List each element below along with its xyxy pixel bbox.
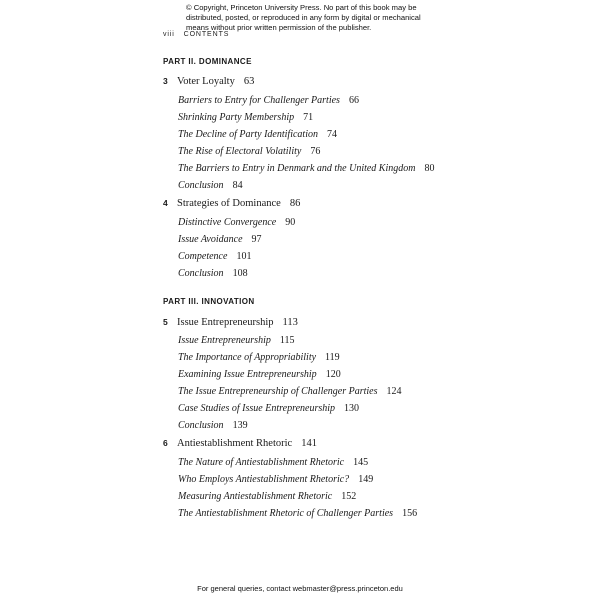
chapter-number: 5 <box>163 317 168 327</box>
page-ref: 141 <box>301 438 317 449</box>
toc-section[interactable] <box>178 217 295 228</box>
toc-section[interactable] <box>178 352 340 363</box>
toc-section[interactable] <box>178 146 320 157</box>
section-title: Examining Issue Entrepreneurship <box>178 369 317 380</box>
copyright-line: distributed, posted, or reproduced in any form by digital or mechanical <box>186 13 421 22</box>
toc-section[interactable] <box>178 234 262 245</box>
section-title: Who Employs Antiestablishment Rhetoric? <box>178 474 350 485</box>
copyright-line: means without prior written permission of the publisher. <box>186 23 372 32</box>
chapter-number: 4 <box>163 198 168 208</box>
section-title: The Antiestablishment Rhetoric of Challenger Parties <box>178 508 394 519</box>
section-title: The Decline of Party Identification <box>178 129 318 140</box>
section-title: Conclusion <box>178 180 224 191</box>
toc-section[interactable] <box>178 491 356 502</box>
section-title: The Barriers to Entry in Denmark and the United Kingdom <box>178 163 416 174</box>
page-ref: 149 <box>358 474 374 485</box>
toc-section[interactable] <box>178 386 402 397</box>
toc-section[interactable] <box>178 457 368 468</box>
section-title: Conclusion <box>178 420 224 431</box>
toc-section[interactable] <box>178 403 359 414</box>
page-ref: 74 <box>326 129 337 140</box>
page-ref: 119 <box>325 352 340 363</box>
toc-section[interactable] <box>178 268 248 279</box>
toc-section[interactable] <box>178 163 434 174</box>
toc-chapter[interactable] <box>163 198 300 209</box>
toc-section[interactable] <box>178 474 373 485</box>
copyright-line: © Copyright, Princeton University Press. No part of this book may be <box>186 3 417 12</box>
section-title: The Nature of Antiestablishment Rhetoric <box>178 457 345 468</box>
toc-section[interactable] <box>178 112 313 123</box>
running-head <box>163 31 229 38</box>
page-ref: 124 <box>386 386 402 397</box>
page-ref: 90 <box>285 217 296 228</box>
page-ref: 101 <box>236 251 252 262</box>
section-title: Competence <box>178 251 228 262</box>
toc-section[interactable] <box>178 95 359 106</box>
section-title: Shrinking Party Membership <box>178 112 295 123</box>
toc-section[interactable] <box>178 129 337 140</box>
page-ref: 145 <box>353 457 369 468</box>
section-title: The Rise of Electoral Volatility <box>178 146 302 157</box>
chapter-title: Strategies of Dominance <box>177 198 281 209</box>
page-ref: 97 <box>251 234 262 245</box>
toc-section[interactable] <box>178 180 243 191</box>
section-title: Measuring Antiestablishment Rhetoric <box>178 491 333 502</box>
page-ref: 156 <box>402 508 418 519</box>
page-number: viii <box>163 31 175 38</box>
page-ref: 113 <box>282 317 298 328</box>
toc-section[interactable] <box>178 508 417 519</box>
page-ref: 86 <box>289 198 301 209</box>
chapter-title: Antiestablishment Rhetoric <box>177 438 293 449</box>
page-ref: 115 <box>279 335 295 346</box>
page-ref: 71 <box>303 112 314 123</box>
toc-section[interactable] <box>178 369 341 380</box>
page-ref: 139 <box>232 420 248 431</box>
copyright-notice <box>186 3 446 33</box>
page-ref: 63 <box>243 76 255 87</box>
section-title: The Importance of Appropriability <box>178 352 317 363</box>
page-ref: 120 <box>325 369 341 380</box>
chapter-number: 3 <box>163 76 168 86</box>
toc-section[interactable] <box>178 251 251 262</box>
page-ref: 108 <box>232 268 248 279</box>
page-ref: 76 <box>310 146 321 157</box>
footer-contact: For general queries, contact webmaster@press.princeton.edu <box>197 584 403 593</box>
section-title: Conclusion <box>178 268 224 279</box>
page-ref: 66 <box>348 95 359 106</box>
section-title: The Issue Entrepreneurship of Challenger Parties <box>178 386 378 397</box>
part-heading: PART III. INNOVATION <box>163 297 255 306</box>
chapter-title: Issue Entrepreneurship <box>177 317 274 328</box>
toc-chapter[interactable] <box>163 317 298 328</box>
page-ref: 152 <box>341 491 357 502</box>
toc-section[interactable] <box>178 420 248 431</box>
running-title: CONTENTS <box>183 31 230 38</box>
toc-chapter[interactable] <box>163 438 317 449</box>
section-title: Barriers to Entry for Challenger Parties <box>178 95 340 106</box>
page-ref: 84 <box>232 180 243 191</box>
chapter-number: 6 <box>163 438 168 448</box>
section-title: Issue Entrepreneurship <box>178 335 271 346</box>
section-title: Distinctive Convergence <box>178 217 277 228</box>
section-title: Case Studies of Issue Entrepreneurship <box>178 403 336 414</box>
section-title: Issue Avoidance <box>178 234 243 245</box>
page-ref: 130 <box>344 403 360 414</box>
chapter-title: Voter Loyalty <box>177 76 235 87</box>
toc-chapter[interactable] <box>163 76 254 87</box>
toc-section[interactable] <box>178 335 295 346</box>
page-ref: 80 <box>424 163 435 174</box>
part-heading: PART II. DOMINANCE <box>163 57 252 66</box>
